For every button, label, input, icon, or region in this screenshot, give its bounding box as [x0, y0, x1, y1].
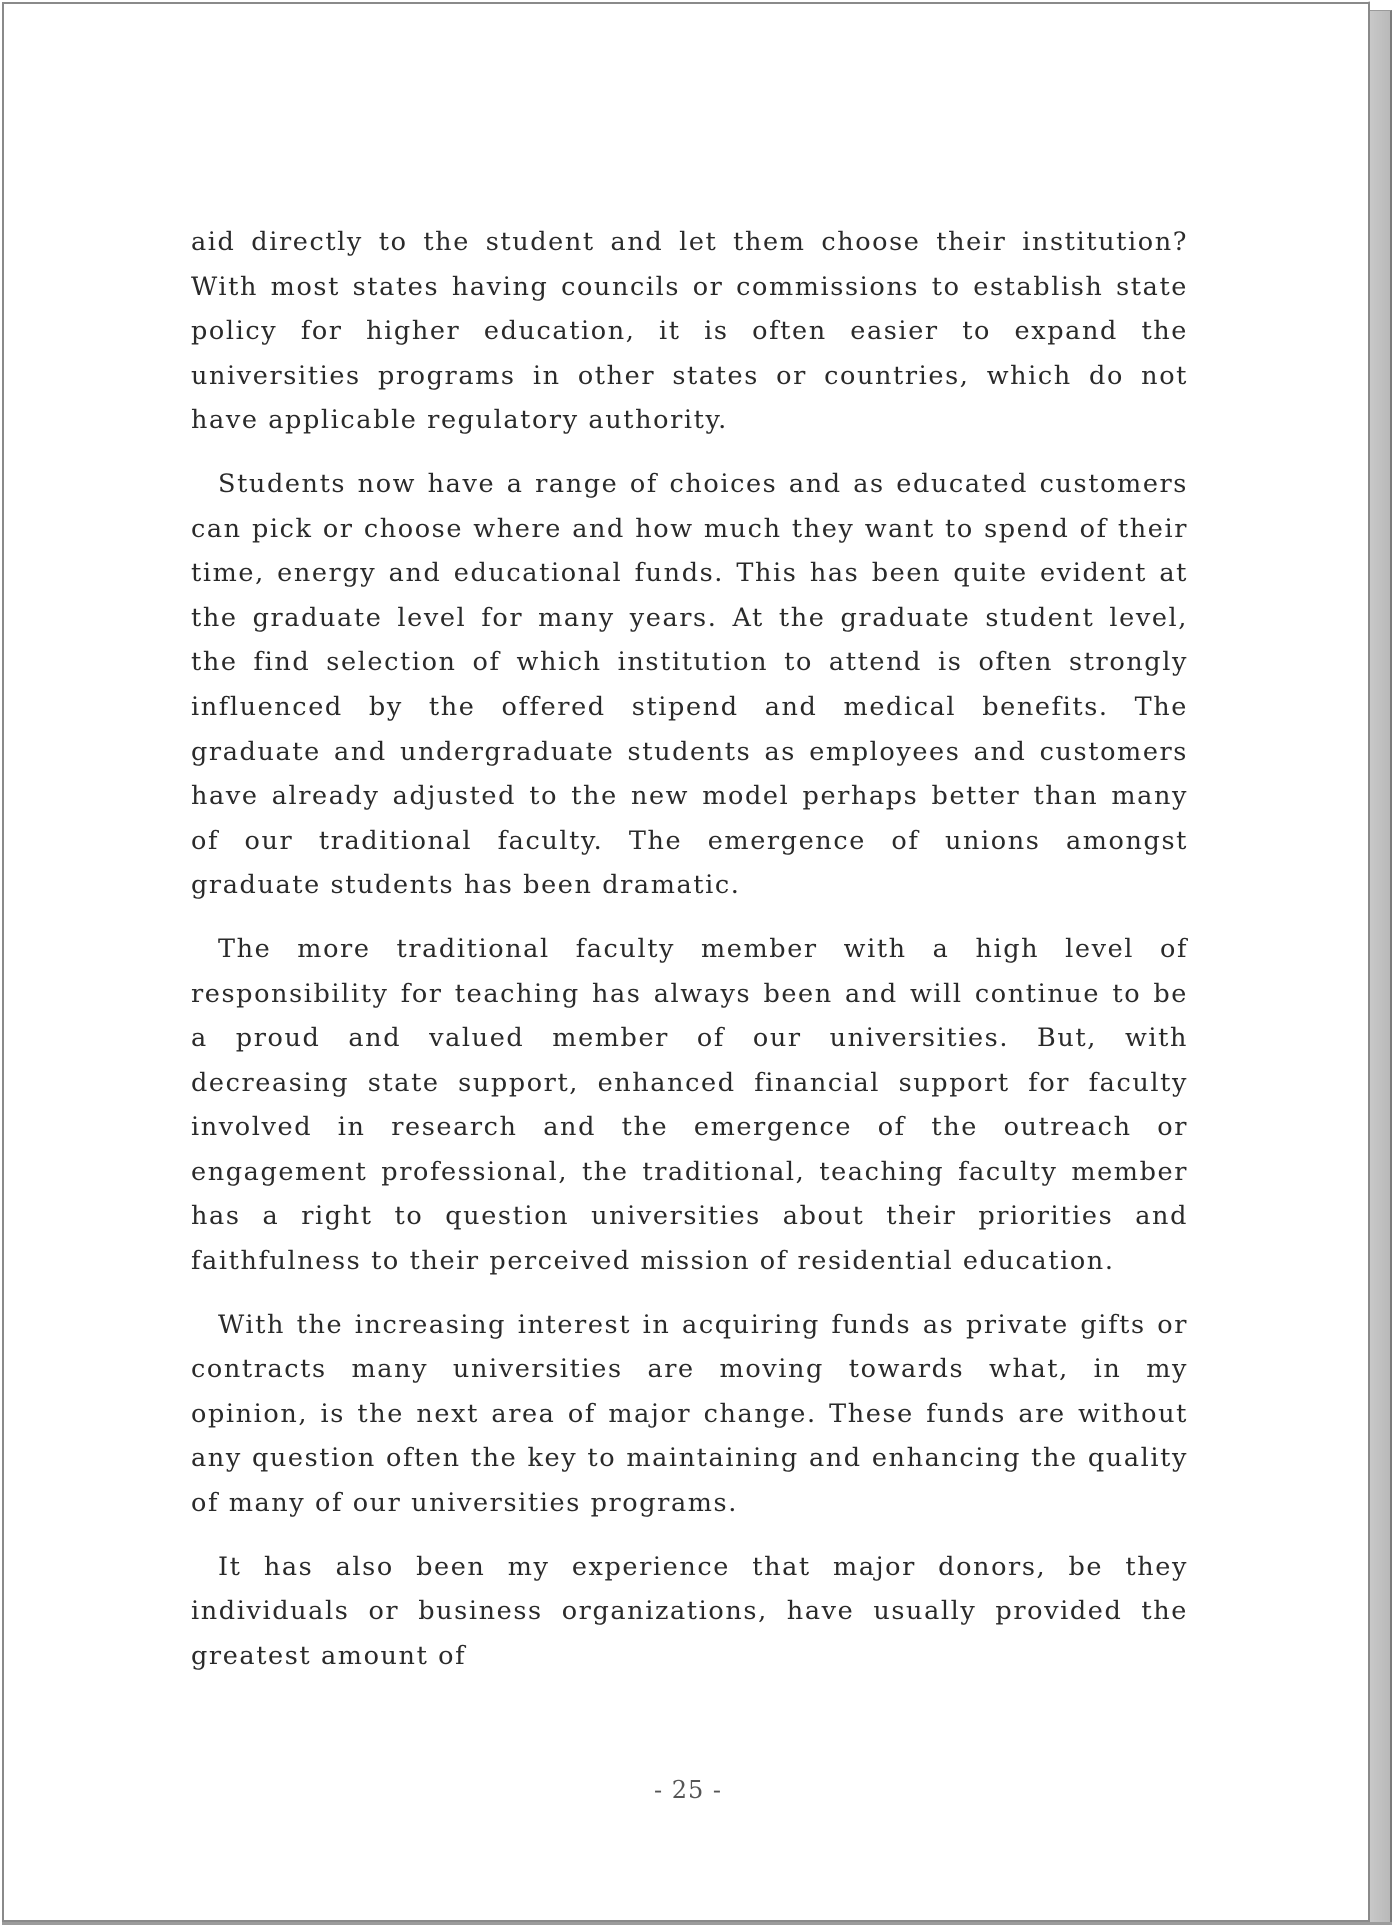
paragraph-4: With the increasing interest in acquiring funds as private gifts or contracts many universities are moving towards what, in my opinion, is the next area of major change. These funds are without any question often the key to maintaining and enhancing the quality of many of our universities programs.: [191, 1309, 1188, 1519]
page-number: - 25 -: [653, 1776, 722, 1804]
paragraph-2: Students now have a range of choices and as educated customers can pick or choose where and how much they want to spend of their time, energy and educational funds. This has been quite evident at the graduate level for many years. At the graduate student level, the find selection of which institution to attend is often strongly influenced by the offered stipend and medical benefits. The graduate and undergraduate students as employees and customers have already adjusted to the new model perhaps better than many of our traditional faculty. The emergence of unions amongst graduate students has been dramatic.: [191, 468, 1188, 901]
document-page: [2, 2, 1370, 1922]
paragraph-5: It has also been my experience that major donors, be they individuals or business organizations, have usually provided the greatest amount of: [191, 1551, 1188, 1671]
paragraph-1: aid directly to the student and let them choose their institution? With most states having councils or commissions to establish state policy for higher education, it is often easier to expand the universities programs in other states or countries, which do not have applicable regulatory authority.: [191, 227, 1188, 436]
page-body: [191, 220, 1188, 1697]
paragraph-3: The more traditional faculty member with a high level of responsibility for teaching has always been and will continue to be a proud and valued member of our universities. But, with decreasing state support, enhanced financial support for faculty involved in research and the emergence of the outreach or engagement professional, the traditional, teaching faculty member has a right to question universities about their priorities and faithfulness to their perceived mission of residential education.: [191, 933, 1188, 1277]
page-bottom-shadow: [2, 1922, 1392, 1925]
page-edge-shadow: [1370, 10, 1392, 1922]
